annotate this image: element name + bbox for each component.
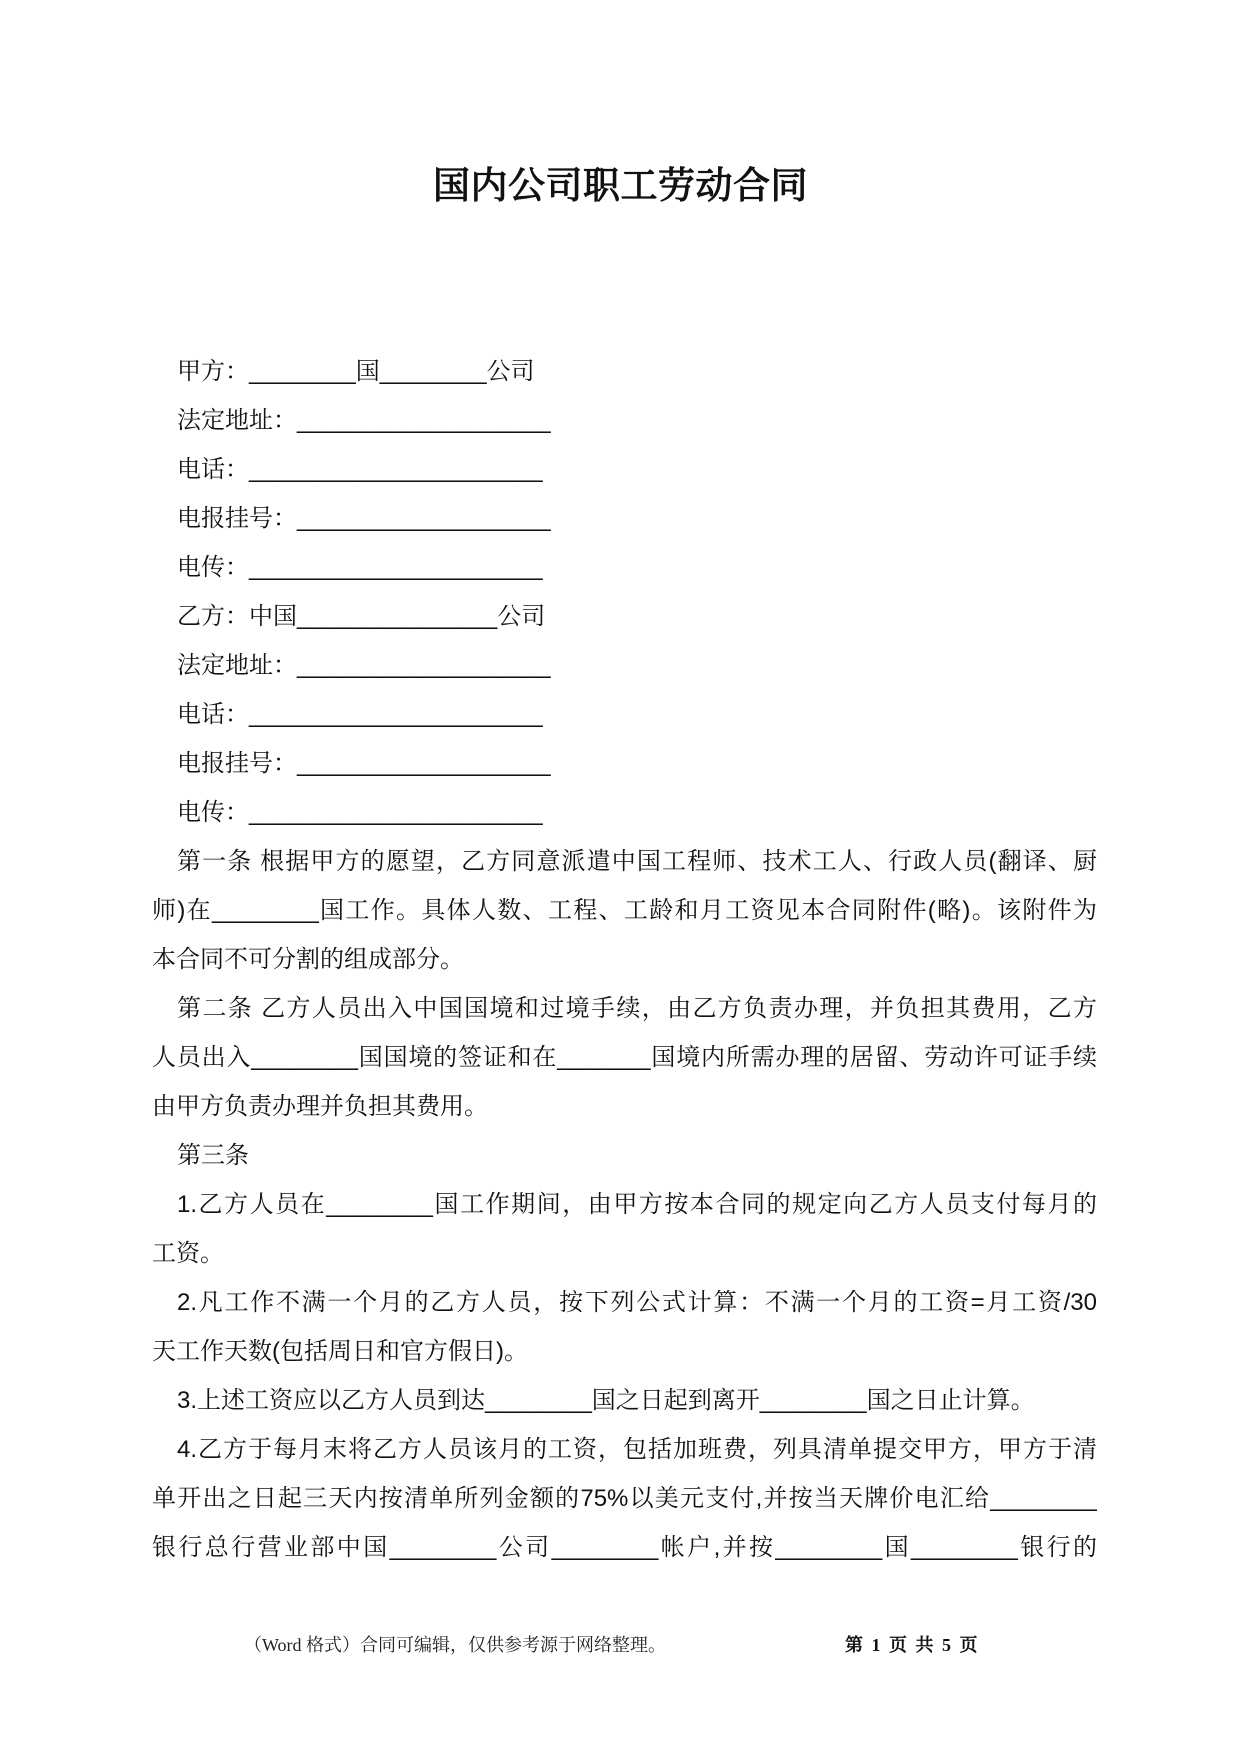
party-a-address-line: 法定地址：___________________ <box>177 407 551 434</box>
article-line: 人员出入________国国境的签证和在_______国境内所需办理的居留、劳动许可证手续 <box>152 1044 1097 1071</box>
party-b-cable-line: 电报挂号：___________________ <box>177 750 551 777</box>
document-title: 国内公司职工劳动合同 <box>433 165 808 206</box>
footer-note: （Word 格式）合同可编辑，仅供参考源于网络整理。 <box>244 1635 667 1655</box>
clause-line: 银行总行营业部中国________公司________帐户,并按________国________银行的 <box>152 1534 1097 1561</box>
clause-4 <box>152 1425 1097 1572</box>
article-2 <box>152 984 1097 1131</box>
party-b-phone-line: 电话：______________________ <box>177 701 543 728</box>
article-line: 第一条 根据甲方的愿望，乙方同意派遣中国工程师、技术工人、行政人员(翻译、厨 <box>177 848 1097 875</box>
page-number: 第 1 页 共 5 页 <box>845 1635 978 1655</box>
clause-line: 单开出之日起三天内按清单所列金额的75%以美元支付,并按当天牌价电汇给________ <box>152 1485 1097 1512</box>
article-line: 第二条 乙方人员出入中国国境和过境手续，由乙方负责办理，并负担其费用，乙方 <box>177 995 1097 1022</box>
clause-line: 3.上述工资应以乙方人员到达________国之日起到离开________国之日止计算。 <box>177 1387 1035 1414</box>
party-b-address-line: 法定地址：___________________ <box>177 652 551 679</box>
article-3-heading <box>152 1131 1097 1180</box>
article-line: 由甲方负责办理并负担其费用。 <box>152 1093 488 1120</box>
party-a-block <box>152 347 1097 592</box>
clause-line: 天工作天数(包括周日和官方假日)。 <box>152 1338 528 1365</box>
clause-line: 工资。 <box>152 1240 224 1267</box>
clause-line: 4.乙方于每月末将乙方人员该月的工资，包括加班费，列具清单提交甲方，甲方于清 <box>177 1436 1097 1463</box>
party-a-telex-line: 电传：______________________ <box>177 554 543 581</box>
clause-3 <box>152 1376 1097 1425</box>
clause-1 <box>152 1180 1097 1278</box>
article-line: 师)在________国工作。具体人数、工程、工龄和月工资见本合同附件(略)。该附件为 <box>152 897 1097 924</box>
contract-body <box>152 347 1097 1572</box>
clause-line: 2.凡工作不满一个月的乙方人员，按下列公式计算：不满一个月的工资=月工资/30 <box>177 1289 1097 1316</box>
party-a-name-line: 甲方：________国________公司 <box>177 358 535 385</box>
article-1 <box>152 837 1097 984</box>
article-line: 第三条 <box>177 1142 249 1169</box>
party-b-name-line: 乙方：中国_______________公司 <box>177 603 546 630</box>
party-a-cable-line: 电报挂号：___________________ <box>177 505 551 532</box>
clause-line: 1.乙方人员在________国工作期间，由甲方按本合同的规定向乙方人员支付每月的 <box>177 1191 1097 1218</box>
party-b-block <box>152 592 1097 837</box>
clause-2 <box>152 1278 1097 1376</box>
party-b-telex-line: 电传：______________________ <box>177 799 543 826</box>
party-a-phone-line: 电话：______________________ <box>177 456 543 483</box>
article-line: 本合同不可分割的组成部分。 <box>152 946 464 973</box>
